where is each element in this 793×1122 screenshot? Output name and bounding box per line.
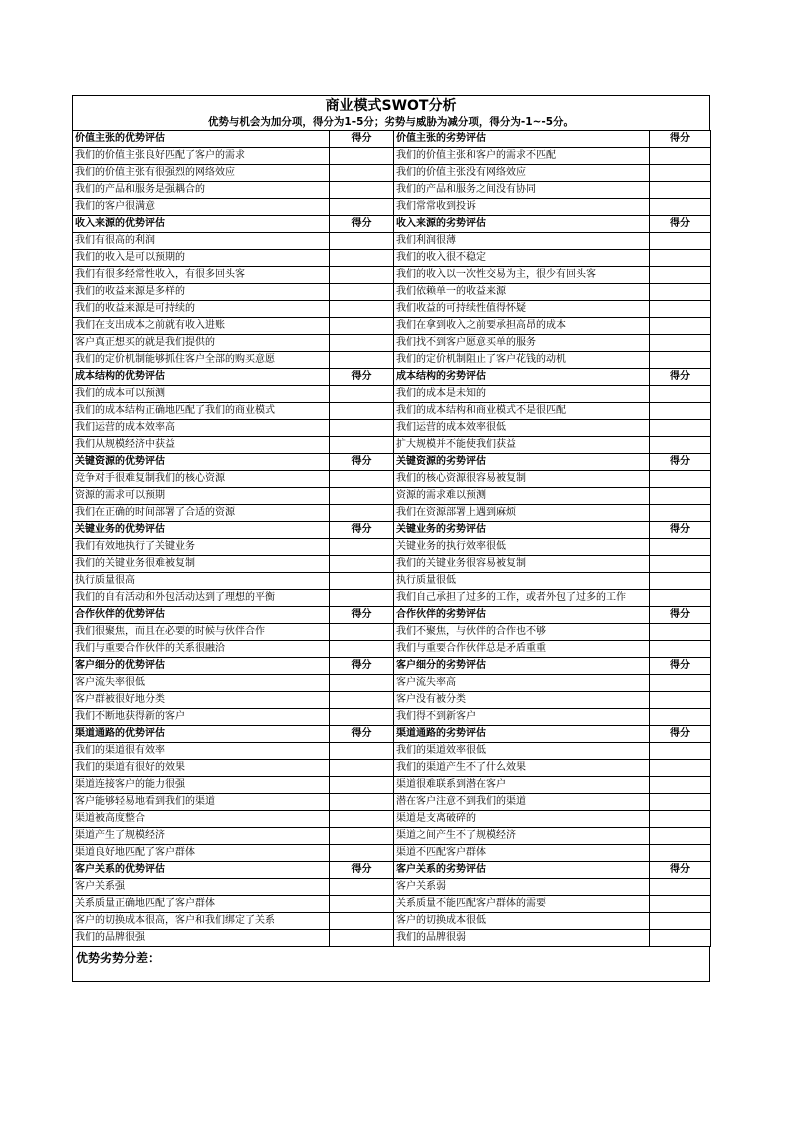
weakness-score-cell[interactable] [650, 811, 711, 828]
score-header: 得分 [330, 369, 394, 386]
weakness-score-cell[interactable] [650, 386, 711, 403]
strength-score-cell[interactable] [330, 403, 394, 420]
table-row [73, 471, 711, 488]
weakness-item: 潜在客户注意不到我们的渠道 [394, 794, 650, 811]
weakness-item: 关系质量不能匹配客户群体的需要 [394, 896, 650, 913]
score-header: 得分 [650, 131, 711, 148]
weakness-item: 执行质量很低 [394, 573, 650, 590]
score-header: 得分 [330, 131, 394, 148]
strength-score-cell[interactable] [330, 352, 394, 369]
weakness-score-cell[interactable] [650, 556, 711, 573]
strength-item: 渠道良好地匹配了客户群体 [73, 845, 330, 862]
table-row [73, 641, 711, 658]
strength-score-cell[interactable] [330, 301, 394, 318]
table-row [73, 760, 711, 777]
table-row [73, 301, 711, 318]
weakness-item: 我们的渠道产生不了什么效果 [394, 760, 650, 777]
weakness-score-cell[interactable] [650, 284, 711, 301]
weakness-score-cell[interactable] [650, 471, 711, 488]
score-header: 得分 [650, 454, 711, 471]
strength-item: 我们的品牌很强 [73, 930, 330, 947]
section-header-row [73, 216, 711, 233]
weakness-score-cell[interactable] [650, 420, 711, 437]
strength-section-title: 渠道通路的优势评估 [73, 726, 330, 743]
weakness-score-cell[interactable] [650, 403, 711, 420]
scoring-rule: 优势与机会为加分项，得分为1-5分；劣势与威胁为减分项，得分为-1~-5分。 [207, 116, 575, 128]
strength-section-title: 关键业务的优势评估 [73, 522, 330, 539]
strength-score-cell[interactable] [330, 811, 394, 828]
weakness-item: 渠道之间产生不了规模经济 [394, 828, 650, 845]
table-row [73, 148, 711, 165]
strength-item: 竞争对手很难复制我们的核心资源 [73, 471, 330, 488]
score-header: 得分 [330, 216, 394, 233]
table-row [73, 692, 711, 709]
weakness-score-cell[interactable] [650, 879, 711, 896]
weakness-item: 我们在拿到收入之前要承担高昂的成本 [394, 318, 650, 335]
weakness-item: 我们的产品和服务之间没有协同 [394, 182, 650, 199]
table-row [73, 879, 711, 896]
table-row [73, 930, 711, 947]
strength-score-cell[interactable] [330, 182, 394, 199]
weakness-score-cell[interactable] [650, 743, 711, 760]
strength-item: 我们的成本结构正确地匹配了我们的商业模式 [73, 403, 330, 420]
strength-item: 资源的需求可以预期 [73, 488, 330, 505]
table-row [73, 794, 711, 811]
weakness-item: 渠道是支离破碎的 [394, 811, 650, 828]
strength-score-cell[interactable] [330, 692, 394, 709]
strength-score-cell[interactable] [330, 148, 394, 165]
table-row [73, 777, 711, 794]
table-row [73, 675, 711, 692]
strength-item: 客户能够轻易地看到我们的渠道 [73, 794, 330, 811]
weakness-section-title: 合作伙伴的劣势评估 [394, 607, 650, 624]
strength-item: 客户的切换成本很高，客户和我们绑定了关系 [73, 913, 330, 930]
weakness-item: 我们的定价机制阻止了客户花钱的动机 [394, 352, 650, 369]
weakness-item: 我们利润很薄 [394, 233, 650, 250]
weakness-score-cell[interactable] [650, 777, 711, 794]
strength-item: 执行质量很高 [73, 573, 330, 590]
strength-item: 我们不断地获得新的客户 [73, 709, 330, 726]
weakness-section-title: 价值主张的劣势评估 [394, 131, 650, 148]
weakness-score-cell[interactable] [650, 318, 711, 335]
weakness-score-cell[interactable] [650, 692, 711, 709]
weakness-item: 客户的切换成本很低 [394, 913, 650, 930]
weakness-item: 我们的价值主张没有网络效应 [394, 165, 650, 182]
weakness-score-cell[interactable] [650, 182, 711, 199]
strength-score-cell[interactable] [330, 760, 394, 777]
weakness-score-cell[interactable] [650, 913, 711, 930]
strength-section-title: 关键资源的优势评估 [73, 454, 330, 471]
weakness-score-cell[interactable] [650, 573, 711, 590]
section-header-row [73, 454, 711, 471]
weakness-score-cell[interactable] [650, 845, 711, 862]
strength-item: 我们的收入是可以预期的 [73, 250, 330, 267]
weakness-score-cell[interactable] [650, 148, 711, 165]
strength-item: 客户真正想买的就是我们提供的 [73, 335, 330, 352]
strength-score-cell[interactable] [330, 590, 394, 607]
strength-score-cell[interactable] [330, 879, 394, 896]
section-header-row [73, 726, 711, 743]
page-title: 商业模式SWOT分析 [325, 98, 457, 114]
strength-item: 我们在支出成本之前就有收入进账 [73, 318, 330, 335]
table-row [73, 199, 711, 216]
weakness-item: 我们在资源部署上遇到麻烦 [394, 505, 650, 522]
weakness-item: 我们常常收到投诉 [394, 199, 650, 216]
weakness-score-cell[interactable] [650, 488, 711, 505]
table-row [73, 845, 711, 862]
swot-table [72, 130, 711, 947]
table-row [73, 250, 711, 267]
strength-item: 我们的渠道很有效率 [73, 743, 330, 760]
weakness-item: 我们收益的可持续性值得怀疑 [394, 301, 650, 318]
weakness-score-cell[interactable] [650, 233, 711, 250]
strength-item: 我们的收益来源是多样的 [73, 284, 330, 301]
strength-score-cell[interactable] [330, 284, 394, 301]
score-header: 得分 [330, 658, 394, 675]
strength-score-cell[interactable] [330, 913, 394, 930]
strength-score-cell[interactable] [330, 930, 394, 947]
strength-score-cell[interactable] [330, 233, 394, 250]
table-row [73, 539, 711, 556]
strength-score-cell[interactable] [330, 794, 394, 811]
weakness-section-title: 关键资源的劣势评估 [394, 454, 650, 471]
table-row [73, 437, 711, 454]
strength-score-cell[interactable] [330, 845, 394, 862]
weakness-item: 我们的品牌很弱 [394, 930, 650, 947]
section-header-row [73, 658, 711, 675]
strength-score-cell[interactable] [330, 318, 394, 335]
strength-item: 我们的成本可以预测 [73, 386, 330, 403]
table-row [73, 386, 711, 403]
table-row [73, 335, 711, 352]
table-row [73, 284, 711, 301]
table-row [73, 828, 711, 845]
table-row [73, 420, 711, 437]
strength-item: 渠道产生了规模经济 [73, 828, 330, 845]
strength-section-title: 合作伙伴的优势评估 [73, 607, 330, 624]
section-header-row [73, 522, 711, 539]
weakness-item: 客户关系弱 [394, 879, 650, 896]
table-row [73, 811, 711, 828]
table-row [73, 556, 711, 573]
strength-section-title: 价值主张的优势评估 [73, 131, 330, 148]
weakness-item: 我们的收入以一次性交易为主，很少有回头客 [394, 267, 650, 284]
strength-score-cell[interactable] [330, 250, 394, 267]
weakness-item: 客户流失率高 [394, 675, 650, 692]
table-row [73, 233, 711, 250]
score-header: 得分 [650, 369, 711, 386]
weakness-score-cell[interactable] [650, 794, 711, 811]
weakness-item: 渠道很难联系到潜在客户 [394, 777, 650, 794]
weakness-score-cell[interactable] [650, 760, 711, 777]
score-header: 得分 [330, 607, 394, 624]
weakness-score-cell[interactable] [650, 505, 711, 522]
score-header: 得分 [330, 726, 394, 743]
table-row [73, 488, 711, 505]
strength-score-cell[interactable] [330, 675, 394, 692]
weakness-score-cell[interactable] [650, 165, 711, 182]
weakness-section-title: 关键业务的劣势评估 [394, 522, 650, 539]
table-row [73, 590, 711, 607]
score-header: 得分 [650, 862, 711, 879]
table-row [73, 624, 711, 641]
weakness-item: 扩大规模并不能使我们获益 [394, 437, 650, 454]
section-header-row [73, 607, 711, 624]
score-header: 得分 [650, 658, 711, 675]
strength-score-cell[interactable] [330, 641, 394, 658]
strength-section-title: 客户关系的优势评估 [73, 862, 330, 879]
section-header-row [73, 369, 711, 386]
weakness-item: 客户没有被分类 [394, 692, 650, 709]
table-row [73, 505, 711, 522]
strength-item: 渠道被高度整合 [73, 811, 330, 828]
swot-sheet [72, 95, 710, 982]
strength-item: 关系质量正确地匹配了客户群体 [73, 896, 330, 913]
strength-item: 客户群被很好地分类 [73, 692, 330, 709]
weakness-item: 我们的价值主张和客户的需求不匹配 [394, 148, 650, 165]
weakness-item: 我们运营的成本效率很低 [394, 420, 650, 437]
strength-item: 我们的价值主张良好匹配了客户的需求 [73, 148, 330, 165]
weakness-item: 我们的渠道效率很低 [394, 743, 650, 760]
strength-score-cell[interactable] [330, 335, 394, 352]
weakness-score-cell[interactable] [650, 301, 711, 318]
weakness-score-cell[interactable] [650, 675, 711, 692]
score-header: 得分 [650, 726, 711, 743]
weakness-score-cell[interactable] [650, 590, 711, 607]
weakness-score-cell[interactable] [650, 709, 711, 726]
weakness-score-cell[interactable] [650, 930, 711, 947]
strength-score-cell[interactable] [330, 267, 394, 284]
weakness-section-title: 客户细分的劣势评估 [394, 658, 650, 675]
weakness-item: 我们不聚焦，与伙伴的合作也不够 [394, 624, 650, 641]
weakness-score-cell[interactable] [650, 624, 711, 641]
table-row [73, 913, 711, 930]
table-row [73, 573, 711, 590]
table-row [73, 743, 711, 760]
strength-item: 我们在正确的时间部署了合适的资源 [73, 505, 330, 522]
strength-item: 我们有效地执行了关键业务 [73, 539, 330, 556]
score-header: 得分 [330, 862, 394, 879]
weakness-item: 我们自己承担了过多的工作，或者外包了过多的工作 [394, 590, 650, 607]
weakness-item: 我们找不到客户愿意买单的服务 [394, 335, 650, 352]
weakness-score-cell[interactable] [650, 539, 711, 556]
score-header: 得分 [650, 607, 711, 624]
strength-score-cell[interactable] [330, 386, 394, 403]
weakness-section-title: 收入来源的劣势评估 [394, 216, 650, 233]
weakness-score-cell[interactable] [650, 896, 711, 913]
weakness-score-cell[interactable] [650, 335, 711, 352]
score-difference-label: 优势劣势分差： [72, 947, 710, 982]
weakness-item: 我们的关键业务很容易被复制 [394, 556, 650, 573]
weakness-item: 我们与重要合作伙伴总是矛盾重重 [394, 641, 650, 658]
strength-score-cell[interactable] [330, 896, 394, 913]
weakness-section-title: 客户关系的劣势评估 [394, 862, 650, 879]
strength-score-cell[interactable] [330, 624, 394, 641]
table-row [73, 267, 711, 284]
strength-score-cell[interactable] [330, 471, 394, 488]
strength-item: 我们有很高的利润 [73, 233, 330, 250]
strength-item: 客户流失率很低 [73, 675, 330, 692]
strength-item: 我们的自有活动和外包活动达到了理想的平衡 [73, 590, 330, 607]
strength-item: 我们的产品和服务是强耦合的 [73, 182, 330, 199]
strength-item: 我们的价值主张有很强烈的网络效应 [73, 165, 330, 182]
weakness-item: 我们的收入很不稳定 [394, 250, 650, 267]
strength-section-title: 成本结构的优势评估 [73, 369, 330, 386]
table-row [73, 709, 711, 726]
weakness-section-title: 渠道通路的劣势评估 [394, 726, 650, 743]
strength-score-cell[interactable] [330, 420, 394, 437]
weakness-item: 资源的需求难以预测 [394, 488, 650, 505]
strength-item: 我们的渠道有很好的效果 [73, 760, 330, 777]
strength-score-cell[interactable] [330, 828, 394, 845]
weakness-item: 关键业务的执行效率很低 [394, 539, 650, 556]
strength-score-cell[interactable] [330, 505, 394, 522]
strength-item: 客户关系强 [73, 879, 330, 896]
strength-item: 我们与重要合作伙伴的关系很融洽 [73, 641, 330, 658]
table-row [73, 165, 711, 182]
score-header: 得分 [650, 216, 711, 233]
weakness-score-cell[interactable] [650, 199, 711, 216]
table-row [73, 182, 711, 199]
weakness-score-cell[interactable] [650, 437, 711, 454]
strength-item: 我们从规模经济中获益 [73, 437, 330, 454]
weakness-score-cell[interactable] [650, 828, 711, 845]
weakness-item: 我们的核心资源很容易被复制 [394, 471, 650, 488]
weakness-score-cell[interactable] [650, 267, 711, 284]
strength-item: 我们有很多经常性收入，有很多回头客 [73, 267, 330, 284]
strength-score-cell[interactable] [330, 539, 394, 556]
weakness-score-cell[interactable] [650, 352, 711, 369]
strength-item: 我们很聚焦，而且在必要的时候与伙伴合作 [73, 624, 330, 641]
strength-item: 我们的定价机制能够抓住客户全部的购买意愿 [73, 352, 330, 369]
strength-score-cell[interactable] [330, 199, 394, 216]
weakness-section-title: 成本结构的劣势评估 [394, 369, 650, 386]
weakness-item: 我们的成本结构和商业模式不是很匹配 [394, 403, 650, 420]
table-row [73, 318, 711, 335]
strength-score-cell[interactable] [330, 165, 394, 182]
weakness-score-cell[interactable] [650, 250, 711, 267]
strength-section-title: 客户细分的优势评估 [73, 658, 330, 675]
sheet-header [72, 95, 710, 130]
table-row [73, 403, 711, 420]
table-row [73, 352, 711, 369]
strength-score-cell[interactable] [330, 777, 394, 794]
weakness-item: 我们的成本是未知的 [394, 386, 650, 403]
strength-section-title: 收入来源的优势评估 [73, 216, 330, 233]
strength-score-cell[interactable] [330, 556, 394, 573]
strength-score-cell[interactable] [330, 709, 394, 726]
strength-item: 我们的关键业务很难被复制 [73, 556, 330, 573]
table-row [73, 896, 711, 913]
strength-item: 渠道连接客户的能力很强 [73, 777, 330, 794]
strength-score-cell[interactable] [330, 488, 394, 505]
weakness-item: 渠道不匹配客户群体 [394, 845, 650, 862]
weakness-item: 我们依赖单一的收益来源 [394, 284, 650, 301]
score-header: 得分 [330, 454, 394, 471]
strength-score-cell[interactable] [330, 743, 394, 760]
section-header-row [73, 862, 711, 879]
section-header-row [73, 131, 711, 148]
weakness-score-cell[interactable] [650, 641, 711, 658]
weakness-item: 我们得不到新客户 [394, 709, 650, 726]
strength-item: 我们的收益来源是可持续的 [73, 301, 330, 318]
strength-item: 我们的客户很满意 [73, 199, 330, 216]
strength-score-cell[interactable] [330, 437, 394, 454]
strength-score-cell[interactable] [330, 573, 394, 590]
score-header: 得分 [330, 522, 394, 539]
score-header: 得分 [650, 522, 711, 539]
strength-item: 我们运营的成本效率高 [73, 420, 330, 437]
